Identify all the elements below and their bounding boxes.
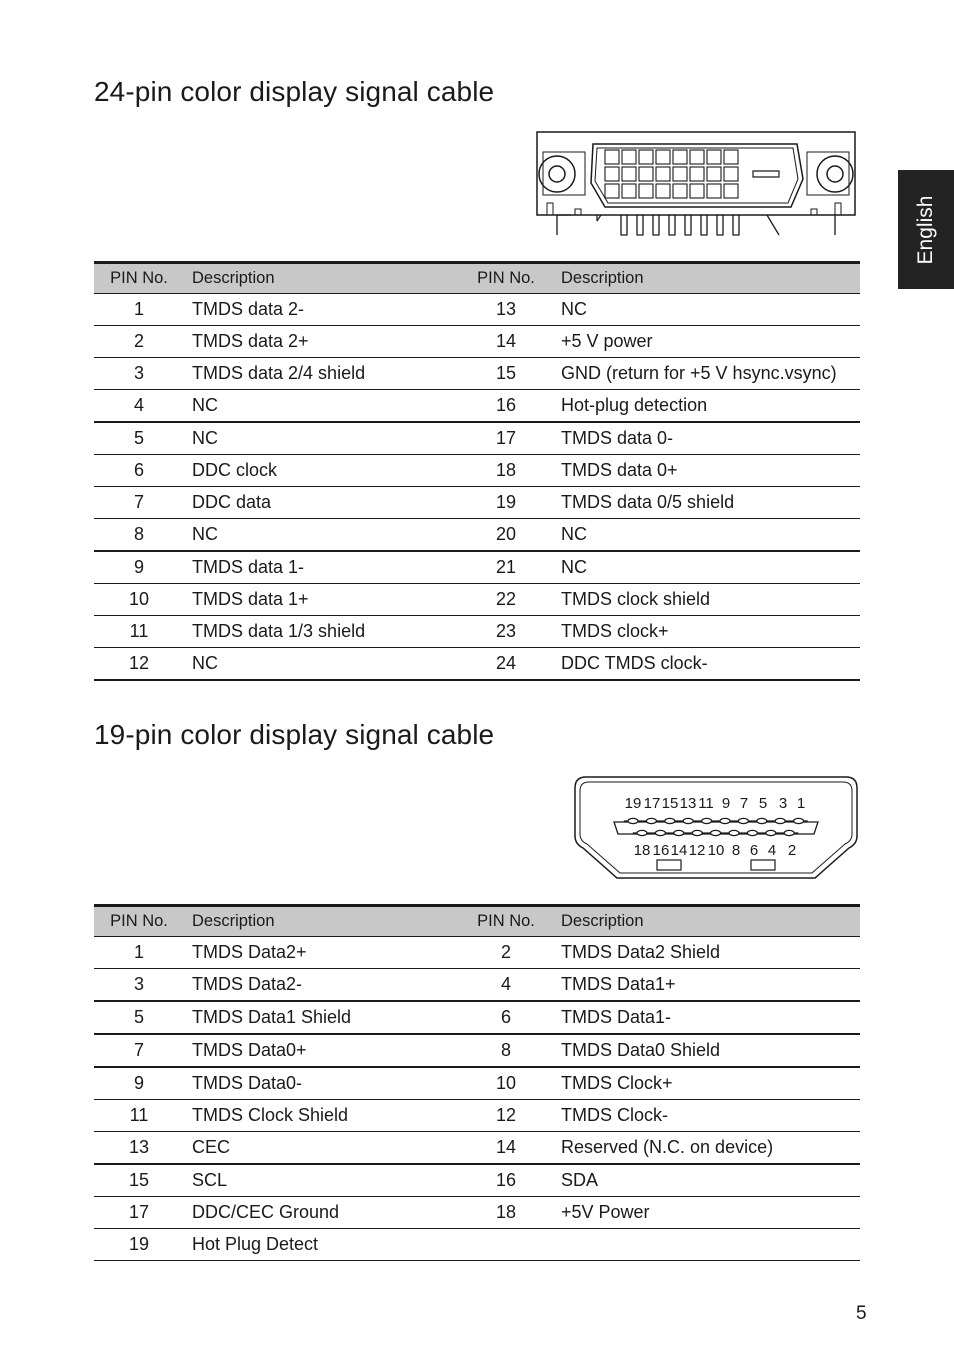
table-row	[94, 326, 860, 358]
hdmi-pin-contact	[738, 818, 748, 823]
pin-description: TMDS data 1-	[184, 551, 462, 584]
table-row	[94, 1132, 860, 1165]
dvi-leg	[717, 215, 723, 235]
header-description: Description	[184, 906, 462, 937]
dvi-pin-contact	[639, 150, 653, 164]
page-number: 5	[856, 1303, 867, 1324]
hdmi-pin-contact	[646, 818, 656, 823]
pin-number: 14	[462, 326, 550, 358]
pin-description: Hot-plug detection	[550, 390, 860, 423]
pin-number: 3	[94, 358, 184, 390]
dvi-pin-contact	[605, 150, 619, 164]
header-description: Description	[550, 263, 860, 294]
dvi-pin-contact	[656, 167, 670, 181]
table-row	[94, 1067, 860, 1100]
pin-description: TMDS data 2-	[184, 294, 462, 326]
pin-number: 1	[94, 294, 184, 326]
pin-number: 1	[94, 937, 184, 969]
language-tab	[898, 170, 954, 289]
pin-number: 15	[462, 358, 550, 390]
pin-description: NC	[184, 390, 462, 423]
pin-description: TMDS data 1+	[184, 584, 462, 616]
hdmi-pin-label: 17	[643, 795, 661, 812]
header-pin-no: PIN No.	[94, 263, 184, 294]
pin-number: 23	[462, 616, 550, 648]
pin-number: 4	[94, 390, 184, 423]
pin-number: 20	[462, 519, 550, 552]
table-row	[94, 455, 860, 487]
pin-number: 7	[94, 1034, 184, 1067]
pin-description: NC	[184, 648, 462, 681]
hdmi-pin-contact	[692, 830, 702, 835]
pin-number: 5	[94, 422, 184, 455]
pin-description: SDA	[550, 1164, 860, 1197]
table-header-row	[94, 263, 860, 294]
pin-number: 22	[462, 584, 550, 616]
header-description: Description	[550, 906, 860, 937]
header-description: Description	[184, 263, 462, 294]
pin-number: 6	[94, 455, 184, 487]
hdmi-pin-contact	[637, 830, 647, 835]
hdmi-section-title: 19-pin color display signal cable	[94, 719, 495, 750]
table-row	[94, 1164, 860, 1197]
dvi-pin-contact	[622, 150, 636, 164]
pin-description: CEC	[184, 1132, 462, 1165]
pin-number: 4	[462, 969, 550, 1002]
table-row	[94, 969, 860, 1002]
dvi-pin-contact	[639, 184, 653, 198]
hdmi-pin-label: 5	[758, 795, 768, 812]
hdmi-pin-contact	[766, 830, 776, 835]
dvi-leg	[701, 215, 707, 235]
pin-number: 10	[462, 1067, 550, 1100]
pin-description: TMDS Data1-	[550, 1001, 860, 1034]
hdmi-pin-label: 8	[731, 842, 741, 859]
table-row	[94, 294, 860, 326]
header-pin-no: PIN No.	[462, 906, 550, 937]
pin-number: 16	[462, 390, 550, 423]
dvi-pin-contact	[707, 184, 721, 198]
pin-description: TMDS Data2-	[184, 969, 462, 1002]
pin-description: TMDS data 1/3 shield	[184, 616, 462, 648]
hdmi-pin-contact	[720, 818, 730, 823]
hdmi-pin-label: 2	[787, 842, 797, 859]
hdmi-pin-label: 12	[688, 842, 706, 859]
hdmi-pin-contact	[683, 818, 693, 823]
pin-number: 12	[94, 648, 184, 681]
dvi-pin-contact	[673, 150, 687, 164]
dvi-leg	[653, 215, 659, 235]
pin-description: TMDS clock+	[550, 616, 860, 648]
pin-number: 11	[94, 616, 184, 648]
hdmi-pin-contact	[784, 830, 794, 835]
dvi-pin-contact	[622, 167, 636, 181]
pin-description: TMDS Clock Shield	[184, 1100, 462, 1132]
hdmi-pin-label: 13	[679, 795, 697, 812]
hdmi-pin-contact	[655, 830, 665, 835]
pin-number: 17	[462, 422, 550, 455]
pin-description: NC	[550, 551, 860, 584]
dvi-leg	[685, 215, 691, 235]
pin-number: 10	[94, 584, 184, 616]
pin-description	[550, 1229, 860, 1261]
pin-description: DDC data	[184, 487, 462, 519]
table-row	[94, 616, 860, 648]
hdmi-pin-label: 6	[749, 842, 759, 859]
pin-number: 17	[94, 1197, 184, 1229]
dvi-pin-contact	[690, 167, 704, 181]
hdmi-connector-diagram	[572, 774, 860, 882]
pin-number: 8	[94, 519, 184, 552]
dvi-pin-contact	[707, 150, 721, 164]
table-row	[94, 390, 860, 423]
pin-description: TMDS Data1+	[550, 969, 860, 1002]
hdmi-pin-label: 10	[707, 842, 725, 859]
pin-number: 19	[94, 1229, 184, 1261]
pin-number: 7	[94, 487, 184, 519]
pin-description: TMDS data 0/5 shield	[550, 487, 860, 519]
dvi-pin-contact	[622, 184, 636, 198]
pin-description: TMDS data 0-	[550, 422, 860, 455]
pin-description: DDC clock	[184, 455, 462, 487]
hdmi-pin-label: 14	[670, 842, 688, 859]
hdmi-pin-contact	[702, 818, 712, 823]
dvi-pin-contact	[724, 184, 738, 198]
hdmi-pin-label: 18	[633, 842, 651, 859]
table-row	[94, 584, 860, 616]
table-header-row	[94, 906, 860, 937]
pin-description: TMDS Data2 Shield	[550, 937, 860, 969]
dvi-pin-contact	[656, 150, 670, 164]
pin-description: SCL	[184, 1164, 462, 1197]
hdmi-pin-label: 15	[661, 795, 679, 812]
table-row	[94, 1197, 860, 1229]
pin-number: 9	[94, 1067, 184, 1100]
hdmi-pin-contact	[711, 830, 721, 835]
pin-number: 18	[462, 1197, 550, 1229]
pin-description: TMDS Data1 Shield	[184, 1001, 462, 1034]
language-tab-label: English	[914, 195, 937, 264]
dvi-pin-contact	[639, 167, 653, 181]
dvi-leg	[733, 215, 739, 235]
pin-number: 21	[462, 551, 550, 584]
hdmi-pin-label: 4	[767, 842, 777, 859]
hdmi-pin-label: 7	[739, 795, 749, 812]
pin-description: TMDS Clock-	[550, 1100, 860, 1132]
dvi-pin-contact	[673, 167, 687, 181]
hdmi-pin-contact	[757, 818, 767, 823]
pin-description: TMDS Data0-	[184, 1067, 462, 1100]
pin-description: TMDS Data0 Shield	[550, 1034, 860, 1067]
table-row	[94, 937, 860, 969]
dvi-connector-diagram	[535, 129, 857, 239]
hdmi-pin-contact	[665, 818, 675, 823]
table-row	[94, 551, 860, 584]
hdmi-pin-contact	[674, 830, 684, 835]
pin-description: Hot Plug Detect	[184, 1229, 462, 1261]
pin-description: TMDS Clock+	[550, 1067, 860, 1100]
dvi-pin-contact	[707, 167, 721, 181]
table-row	[94, 1001, 860, 1034]
hdmi-pin-label: 9	[721, 795, 731, 812]
pin-description: +5V Power	[550, 1197, 860, 1229]
pin-description: NC	[550, 294, 860, 326]
header-pin-no: PIN No.	[94, 906, 184, 937]
pin-description: +5 V power	[550, 326, 860, 358]
pin-number	[462, 1229, 550, 1261]
pin-number: 6	[462, 1001, 550, 1034]
pin-description: DDC/CEC Ground	[184, 1197, 462, 1229]
dvi-pin-contact	[605, 167, 619, 181]
pin-number: 5	[94, 1001, 184, 1034]
dvi-pin-contact	[724, 150, 738, 164]
pin-description: TMDS clock shield	[550, 584, 860, 616]
hdmi-pin-label: 16	[652, 842, 670, 859]
hdmi-pin-contact	[775, 818, 785, 823]
pin-description: DDC TMDS clock-	[550, 648, 860, 681]
pin-number: 2	[94, 326, 184, 358]
pin-number: 24	[462, 648, 550, 681]
pin-number: 3	[94, 969, 184, 1002]
table-row	[94, 422, 860, 455]
table-row	[94, 519, 860, 552]
pin-description: NC	[184, 422, 462, 455]
header-pin-no: PIN No.	[462, 263, 550, 294]
pin-description: NC	[184, 519, 462, 552]
dvi-pin-contact	[656, 184, 670, 198]
pin-number: 18	[462, 455, 550, 487]
dvi-pin-contact	[605, 184, 619, 198]
dvi-pin-contact	[690, 184, 704, 198]
dvi-leg	[621, 215, 627, 235]
hdmi-pin-contact	[794, 818, 804, 823]
pin-number: 12	[462, 1100, 550, 1132]
pin-number: 9	[94, 551, 184, 584]
dvi-leg	[669, 215, 675, 235]
table-row	[94, 1034, 860, 1067]
pin-description: TMDS Data2+	[184, 937, 462, 969]
dvi-leg	[637, 215, 643, 235]
dvi-pin-contact	[673, 184, 687, 198]
dvi-pin-table	[94, 261, 860, 681]
pin-description: GND (return for +5 V hsync.vsync)	[550, 358, 860, 390]
pin-description: TMDS Data0+	[184, 1034, 462, 1067]
pin-number: 16	[462, 1164, 550, 1197]
hdmi-pin-label: 11	[698, 795, 714, 812]
table-row	[94, 1229, 860, 1261]
pin-description: NC	[550, 519, 860, 552]
pin-description: TMDS data 2/4 shield	[184, 358, 462, 390]
dvi-pin-contact	[724, 167, 738, 181]
pin-description: TMDS data 0+	[550, 455, 860, 487]
pin-number: 13	[94, 1132, 184, 1165]
table-row	[94, 648, 860, 681]
table-row	[94, 487, 860, 519]
pin-description: TMDS data 2+	[184, 326, 462, 358]
hdmi-pin-label: 19	[624, 795, 642, 812]
table-row	[94, 358, 860, 390]
hdmi-pin-table	[94, 904, 860, 1261]
dvi-pin-contact	[690, 150, 704, 164]
pin-number: 15	[94, 1164, 184, 1197]
hdmi-pin-contact	[628, 818, 638, 823]
dvi-section-title: 24-pin color display signal cable	[94, 76, 495, 107]
pin-number: 11	[94, 1100, 184, 1132]
pin-number: 13	[462, 294, 550, 326]
pin-number: 8	[462, 1034, 550, 1067]
pin-number: 14	[462, 1132, 550, 1165]
pin-number: 2	[462, 937, 550, 969]
hdmi-pin-label: 1	[796, 795, 806, 812]
pin-description: Reserved (N.C. on device)	[550, 1132, 860, 1165]
hdmi-pin-label: 3	[778, 795, 788, 812]
hdmi-pin-contact	[747, 830, 757, 835]
hdmi-pin-contact	[729, 830, 739, 835]
table-row	[94, 1100, 860, 1132]
pin-number: 19	[462, 487, 550, 519]
